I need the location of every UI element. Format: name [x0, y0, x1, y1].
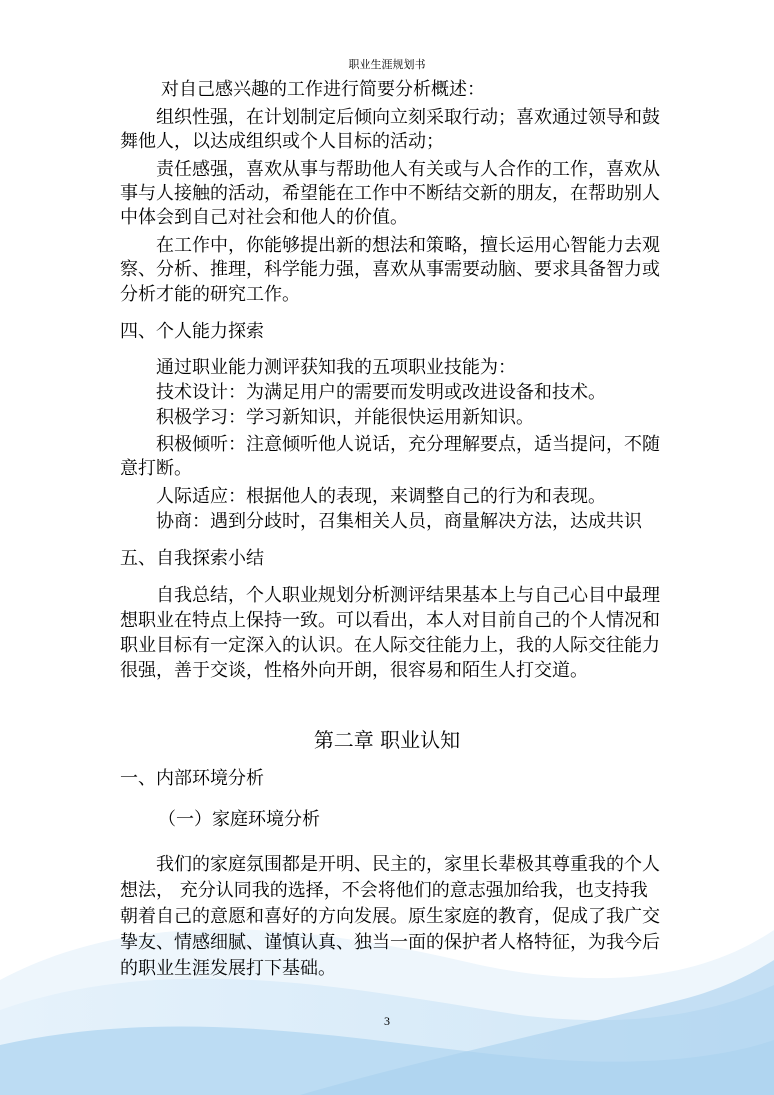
text-line: 的职业生涯发展打下基础。 — [120, 958, 336, 979]
text-line: 人际适应：根据他人的表现，来调整自己的行为和表现。 — [156, 486, 606, 507]
text-line: 组织性强，在计划制定后倾向立刻采取行动；喜欢通过领导和鼓 — [156, 107, 660, 128]
page-header: 职业生涯规划书 — [348, 58, 426, 71]
section-heading: 一、内部环境分析 — [120, 768, 264, 789]
text-line: 技术设计：为满足用户的需要而发明或改进设备和技术。 — [156, 382, 606, 403]
text-line: 挚友、情感细腻、谨慎认真、独当一面的保护者人格特征，为我今后 — [120, 932, 660, 953]
text-line: 想职业在特点上保持一致。可以看出，本人对目前自己的个人情况和 — [120, 610, 660, 631]
text-line: 对自己感兴趣的工作进行简要分析概述： — [161, 79, 485, 100]
text-line: 在工作中，你能够提出新的想法和策略，擅长运用心智能力去观 — [156, 235, 660, 256]
text-line: 想法， 充分认同我的选择，不会将他们的意志强加给我，也支持我 — [120, 880, 648, 901]
page-number: 3 — [384, 1014, 390, 1028]
section-heading: 五、自我探索小结 — [120, 548, 264, 569]
text-line: 协商：遇到分歧时，召集相关人员，商量解决方法，达成共识 — [156, 511, 642, 532]
text-line: 意打断。 — [120, 458, 192, 479]
text-line: 职业目标有一定深入的认识。在人际交往能力上，我的人际交往能力 — [120, 635, 660, 656]
section-heading: 四、个人能力探索 — [120, 321, 264, 342]
text-line: 朝着自己的意愿和喜好的方向发展。原生家庭的教育，促成了我广交 — [120, 906, 660, 927]
text-line: 自我总结，个人职业规划分析测评结果基本上与自己心目中最理 — [156, 585, 660, 606]
chapter-title: 第二章 职业认知 — [313, 728, 461, 752]
text-line: 通过职业能力测评获知我的五项职业技能为： — [156, 357, 516, 378]
text-line: 积极学习：学习新知识，并能很快运用新知识。 — [156, 407, 534, 428]
text-line: 察、分析、推理，科学能力强，喜欢从事需要动脑、要求具备智力或 — [120, 259, 660, 280]
subsection-heading: （一）家庭环境分析 — [158, 809, 320, 830]
text-line: 舞他人，以达成组织或个人目标的活动； — [120, 131, 444, 152]
text-line: 我们的家庭氛围都是开明、民主的，家里长辈极其尊重我的个人 — [156, 854, 660, 875]
text-line: 积极倾听：注意倾听他人说话，充分理解要点，适当提问，不随 — [156, 434, 660, 455]
text-line: 很强，善于交谈，性格外向开朗，很容易和陌生人打交道。 — [120, 660, 588, 681]
text-line: 中体会到自己对社会和他人的价值。 — [120, 207, 408, 228]
text-line: 责任感强，喜欢从事与帮助他人有关或与人合作的工作，喜欢从 — [156, 159, 660, 180]
text-line: 分析才能的研究工作。 — [120, 284, 300, 305]
text-line: 事与人接触的活动，希望能在工作中不断结交新的朋友，在帮助别人 — [120, 183, 660, 204]
